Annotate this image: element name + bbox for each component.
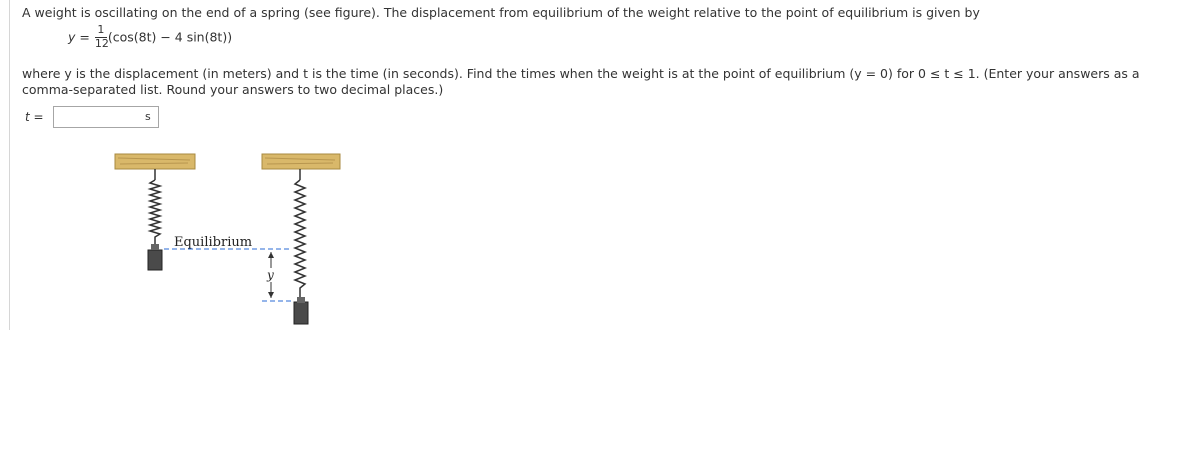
- equilibrium-label: Equilibrium: [174, 235, 253, 250]
- right-weight-top: [297, 297, 305, 303]
- right-spring-assembly: [262, 154, 340, 324]
- equation-rhs: (cos(8t) − 4 sin(8t)): [107, 29, 233, 45]
- problem-intro: A weight is oscillating on the end of a spring (see figure). The displacement from equilibrium of the weight relative to the point of equilibrium is given by: [22, 5, 980, 20]
- displacement-arrow-up-icon: [268, 252, 274, 258]
- answer-unit: s: [145, 110, 151, 123]
- fraction-denominator: 12: [94, 37, 109, 50]
- left-spring-assembly: [115, 154, 290, 270]
- left-spring-coil: [150, 180, 160, 244]
- description-line-1: where y is the displacement (in meters) and t is the time (in seconds). Find the times when the weight is at the point of equilibrium (y = 0) for 0 ≤ t ≤ 1. (Enter your answers as a: [22, 66, 1140, 81]
- equation-equals: =: [75, 29, 94, 45]
- left-wood-ceiling: [115, 154, 195, 169]
- displacement-label: y: [267, 268, 274, 282]
- fraction-numerator: 1: [97, 23, 105, 36]
- displacement-arrow-down-icon: [268, 292, 274, 298]
- description-line-2: comma-separated list. Round your answers to two decimal places.): [22, 82, 444, 97]
- answer-label: t =: [25, 110, 44, 124]
- left-weight: [148, 250, 162, 270]
- right-weight: [294, 302, 308, 324]
- right-spring-coil: [295, 180, 305, 298]
- equation-lhs: y: [68, 29, 76, 45]
- left-weight-top: [151, 244, 159, 250]
- right-wood-ceiling: [262, 154, 340, 169]
